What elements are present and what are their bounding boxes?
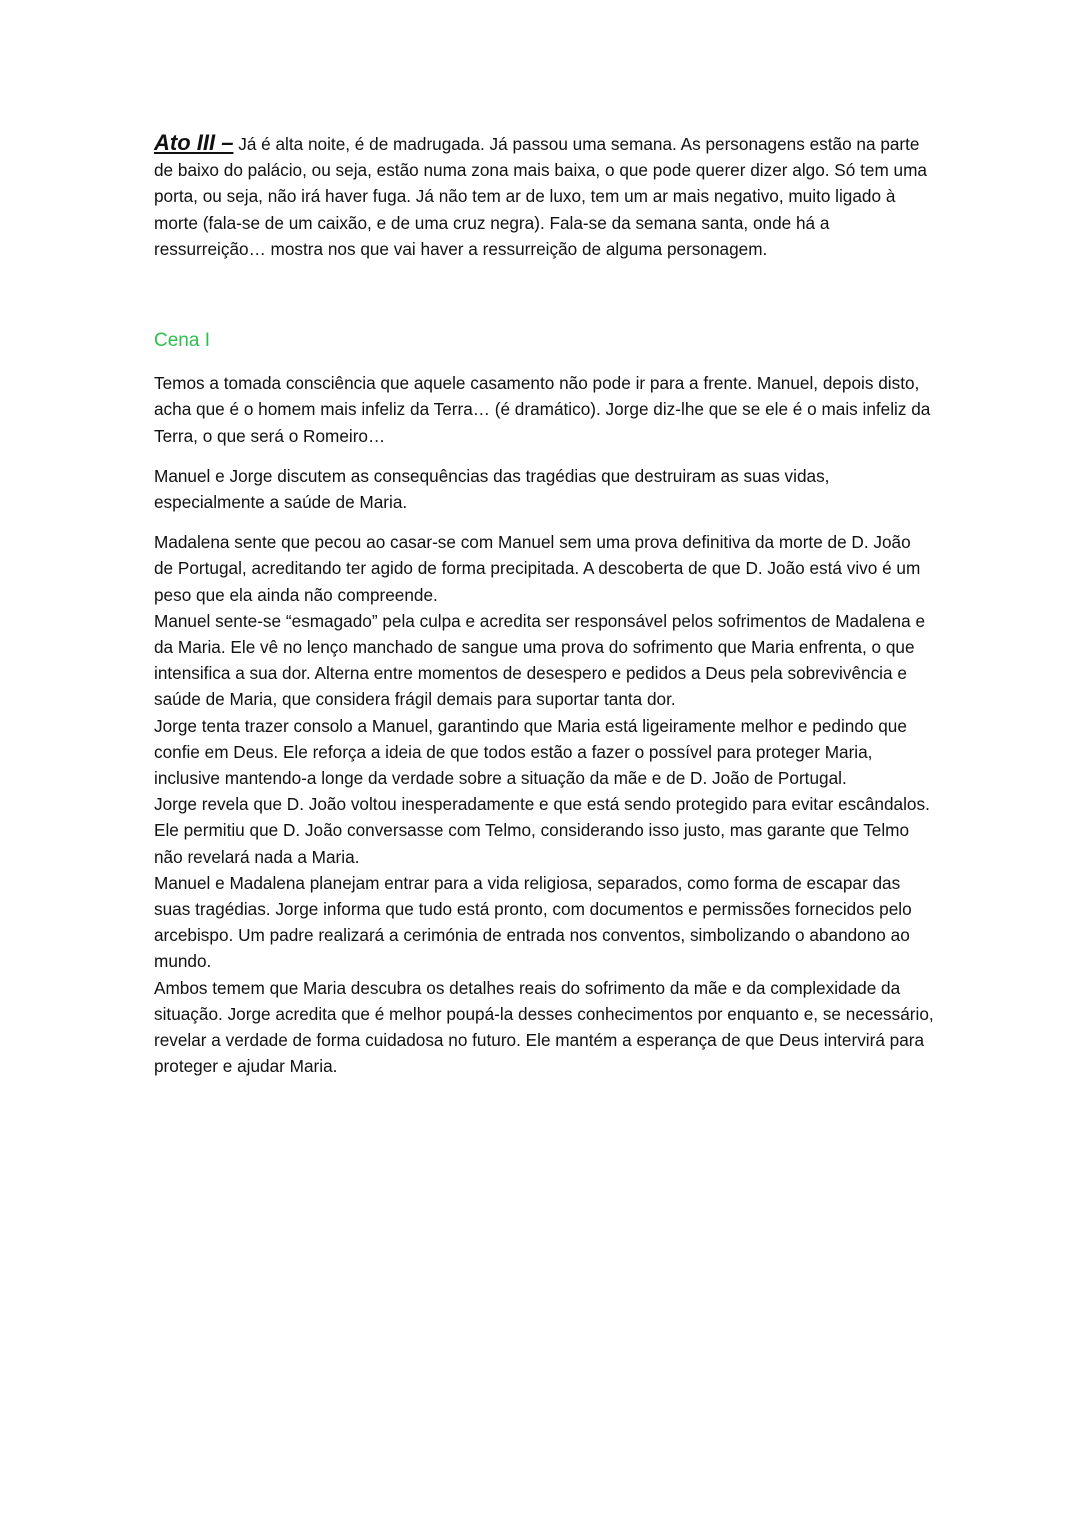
act-intro-text: Já é alta noite, é de madrugada. Já passou uma semana. As personagens estão na parte de baixo do palácio, ou seja, estão numa zona mais baixa, o que pode querer dizer algo. Só tem uma porta, ou seja, não irá haver fuga. Já não tem ar de luxo, tem um ar mais negativo, muito ligado à morte (fala-se de um caixão, e de uma cruz negra). Fala-se da semana santa, onde há a ressurreição… mostra nos que vai haver a ressurreição de alguma personagem. (154, 134, 927, 259)
scene-title: Cena I (154, 330, 210, 352)
scene-paragraph-1: Temos a tomada consciência que aquele casamento não pode ir para a frente. Manuel, depois disto, acha que é o homem mais infeliz da Terra… (é dramático). Jorge diz-lhe que se ele é o mais infeliz da Terra, o que será o Romeiro… (154, 373, 931, 446)
scene-paragraph-8: Ambos temem que Maria descubra os detalhes reais do sofrimento da mãe e da complexidade da situação. Jorge acredita que é melhor poupá-la desses conhecimentos por enquanto e, se necessário, revelar a verdade de forma cuidadosa no futuro. Ele mantém a esperança de que Deus intervirá para proteger e ajudar Maria. (154, 977, 934, 1077)
act-heading: Ato III – (154, 130, 234, 155)
document-page (154, 130, 934, 1080)
scene-paragraph-6: Jorge revela que D. João voltou inesperadamente e que está sendo protegido para evitar escândalos. Ele permitiu que D. João conversasse com Telmo, considerando isso justo, mas garante que Telmo não revelará nada a Maria. (154, 794, 930, 867)
scene-paragraph-3: Madalena sente que pecou ao casar-se com Manuel sem uma prova definitiva da morte de D. João de Portugal, acreditando ter agido de forma precipitada. A descoberta de que D. João está vivo é um peso que ela ainda não compreende. (154, 532, 921, 605)
act-intro-paragraph (154, 130, 934, 262)
scene-paragraph-7: Manuel e Madalena planejam entrar para a vida religiosa, separados, como forma de escapar das suas tragédias. Jorge informa que tudo está pronto, com documentos e permissões fornecidos pelo arcebispo. Um padre realizará a cerimónia de entrada nos conventos, simbolizando o abandono ao mundo. (154, 872, 912, 972)
scene-paragraph-4: Manuel sente-se “esmagado” pela culpa e acredita ser responsável pelos sofrimentos de Madalena e da Maria. Ele vê no lenço manchado de sangue uma prova do sofrimento que Maria enfrenta, o que intensifica a sua dor. Alterna entre momentos de desespero e pedidos a Deus pela sobrevivência e saúde de Maria, que considera frágil demais para suportar tanta dor. (154, 610, 926, 710)
scene-paragraph-5: Jorge tenta trazer consolo a Manuel, garantindo que Maria está ligeiramente melhor e pedindo que confie em Deus. Ele reforça a ideia de que todos estão a fazer o possível para proteger Maria, inclusive mantendo-a longe da verdade sobre a situação da mãe e de D. João de Portugal. (154, 715, 907, 789)
scene-paragraph-2: Manuel e Jorge discutem as consequências das tragédias que destruiram as suas vidas, especialmente a saúde de Maria. (154, 465, 830, 513)
